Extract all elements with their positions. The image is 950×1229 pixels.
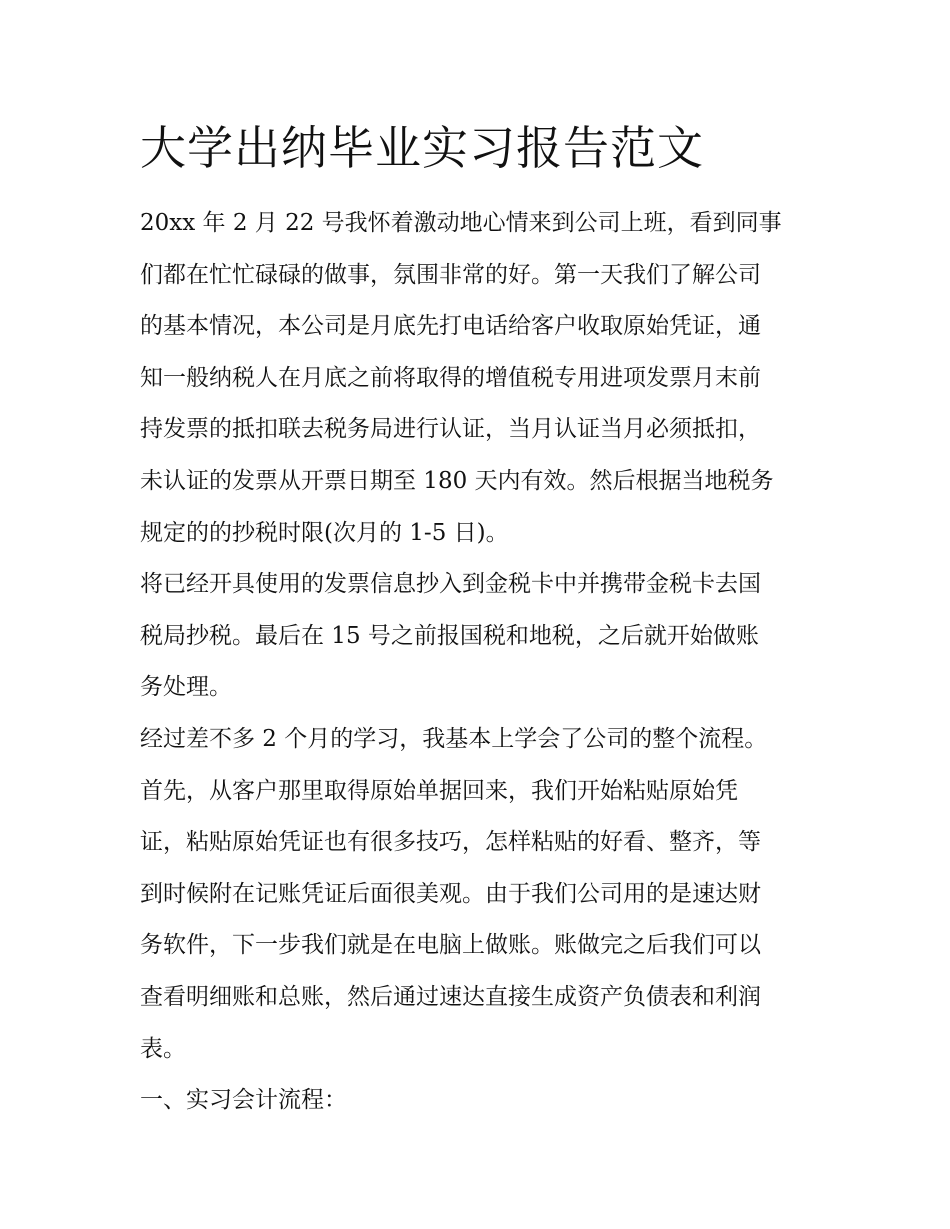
paragraph	[140, 559, 812, 714]
text-line: 首先，从客户那里取得原始单据回来，我们开始粘贴原始凭	[140, 777, 738, 804]
text-line: 到时候附在记账凭证后面很美观。由于我们公司用的是速达财	[140, 880, 761, 907]
text-line: 税局抄税。最后在 15 号之前报国税和地税，之后就开始做账	[140, 622, 759, 649]
text-line: 查看明细账和总账，然后通过速达直接生成资产负债表和利润	[140, 983, 761, 1010]
text-line: 表。	[140, 1035, 186, 1062]
text-line: 证，粘贴原始凭证也有很多技巧，怎样粘贴的好看、整齐，等	[140, 829, 761, 856]
text-line: 20xx 年 2 月 22 号我怀着激动地心情来到公司上班，看到同事	[140, 210, 782, 236]
text-line: 一、实习会计流程：	[140, 1087, 347, 1114]
text-line: 们都在忙忙碌碌的做事，氛围非常的好。第一天我们了解公司	[140, 261, 761, 288]
text-line: 经过差不多 2 个月的学习，我基本上学会了公司的整个流程。	[140, 725, 768, 752]
document-body	[140, 198, 812, 1127]
section-heading	[140, 1075, 812, 1127]
text-line: 持发票的抵扣联去税务局进行认证，当月认证当月必须抵扣，	[140, 416, 761, 443]
text-line: 未认证的发票从开票日期至 180 天内有效。然后根据当地税务	[140, 467, 774, 494]
text-line: 规定的的抄税时限(次月的 1-5 日)。	[140, 519, 509, 546]
paragraph	[140, 714, 812, 1075]
text-line: 的基本情况，本公司是月底先打电话给客户收取原始凭证，通	[140, 313, 761, 340]
text-line: 知一般纳税人在月底之前将取得的增值税专用进项发票月末前	[140, 364, 761, 391]
document-title: 大学出纳毕业实习报告范文	[140, 121, 704, 175]
text-line: 将已经开具使用的发票信息抄入到金税卡中并携带金税卡去国	[140, 571, 761, 598]
text-line: 务软件，下一步我们就是在电脑上做账。账做完之后我们可以	[140, 932, 761, 959]
paragraph	[140, 198, 812, 559]
text-line: 务处理。	[140, 674, 232, 701]
